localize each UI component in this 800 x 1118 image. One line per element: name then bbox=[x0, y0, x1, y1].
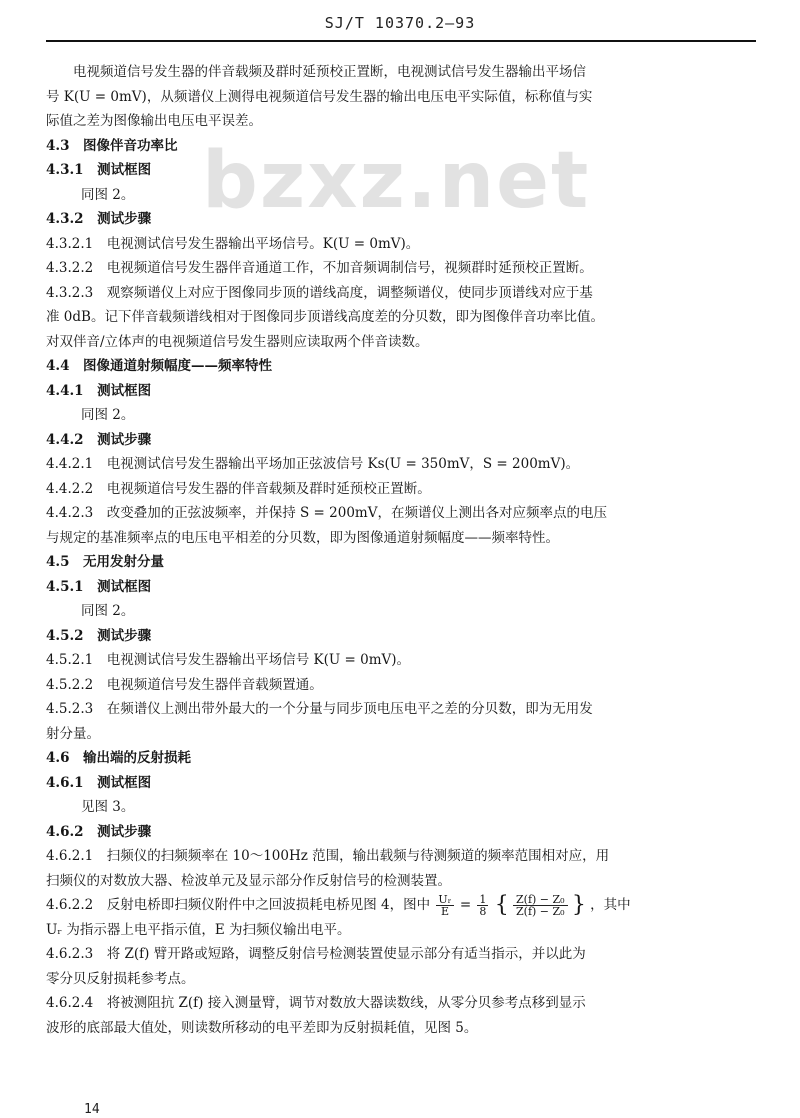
paragraph-line: 射分量。 bbox=[46, 725, 100, 742]
paragraph-line: 4.5.2.1 电视测试信号发生器输出平场信号 K(U = 0mV)。 bbox=[46, 652, 411, 668]
formula-left-brace: { bbox=[494, 892, 509, 918]
formula-lhs-numerator: Uᵣ bbox=[438, 893, 452, 906]
paragraph-line: 4.3.2.3 观察频谱仪上对应于图像同步顶的谱线高度，调整频谱仪，使同步顶谱线对应于基 bbox=[46, 284, 593, 301]
paragraph-line: 4.3.2.1 电视测试信号发生器输出平场信号。K(U = 0mV)。 bbox=[46, 235, 420, 252]
section-heading-4-5: 4.5 无用发射分量 bbox=[46, 554, 164, 570]
formula-rhs-denominator: Z(f) − Z₀ bbox=[516, 905, 565, 918]
paragraph-line: 与规定的基准频率点的电压电平相差的分贝数，即为图像通道射频幅度——频率特性。 bbox=[46, 529, 559, 546]
paragraph-line: 4.4.2.2 电视频道信号发生器的伴音载频及群时延预校正置断。 bbox=[46, 480, 431, 497]
watermark: bzxz.net bbox=[202, 136, 591, 226]
section-heading-4-3: 4.3 图像伴音功率比 bbox=[46, 137, 178, 154]
subsection-heading: 4.6.2 测试步骤 bbox=[46, 823, 152, 840]
paragraph-line: 4.6.2.4 将被测阻抗 Z(f) 接入测量臂，调节对数放大器读数线，从零分贝参考点移到显示 bbox=[46, 995, 586, 1012]
formula-lhs-denominator: E bbox=[440, 905, 449, 918]
paragraph-line: 号 K(U = 0mV)，从频谱仪上测得电视频道信号发生器的输出电压电平实际值，标称值与实 bbox=[46, 88, 593, 105]
paragraph-line: Uᵣ 为指示器上电平指示值，E 为扫频仪输出电平。 bbox=[46, 921, 351, 938]
formula-ratio bbox=[436, 894, 453, 917]
formula-equals: = bbox=[459, 897, 472, 913]
paragraph-line: 零分贝反射损耗参考点。 bbox=[46, 970, 195, 987]
formula-tail: ，其中 bbox=[590, 897, 631, 913]
subsection-heading: 4.5.2 测试步骤 bbox=[46, 627, 152, 644]
paragraph-line: 准 0dB。记下伴音载频谱线相对于图像同步顶谱线高度差的分贝数，即为图像伴音功率比值。 bbox=[46, 309, 604, 325]
paragraph-line: 4.6.2.1 扫频仪的扫频频率在 10～100Hz 范围，输出载频与待测频道的频率范围相对应，用 bbox=[46, 848, 610, 864]
paragraph-line: 同图 2。 bbox=[81, 603, 135, 619]
formula-right-brace: } bbox=[571, 892, 586, 918]
paragraph-line: 同图 2。 bbox=[81, 186, 135, 203]
paragraph-line: 波形的底部最大值处，则读数所移动的电平差即为反射损耗值，见图 5。 bbox=[46, 1019, 478, 1036]
paragraph-line: 4.3.2.2 电视频道信号发生器伴音通道工作，不加音频调制信号，视频群时延预校正置断。 bbox=[46, 260, 593, 276]
body-text bbox=[46, 60, 758, 1040]
paragraph-line: 4.5.2.3 在频谱仪上测出带外最大的一个分量与同步顶电压电平之差的分贝数，即为无用发 bbox=[46, 701, 593, 717]
formula-coefficient bbox=[477, 894, 488, 917]
formula-lead-text: 4.6.2.2 反射电桥即扫频仪附件中之回波损耗电桥见图 4，图中 bbox=[46, 897, 431, 913]
subsection-heading: 4.3.1 测试框图 bbox=[46, 162, 152, 178]
section-heading-4-4: 4.4 图像通道射频幅度——频率特性 bbox=[46, 358, 272, 374]
formula-impedance-ratio bbox=[513, 894, 568, 917]
subsection-heading: 4.4.2 测试步骤 bbox=[46, 431, 152, 448]
paragraph-line: 际值之差为图像输出电压电平误差。 bbox=[46, 113, 262, 129]
paragraph-line: 扫频仪的对数放大器、检波单元及显示部分作反射信号的检测装置。 bbox=[46, 872, 451, 889]
formula-coef-numerator: 1 bbox=[479, 893, 487, 906]
subsection-heading: 4.3.2 测试步骤 bbox=[46, 211, 152, 227]
paragraph-line: 4.6.2.3 将 Z(f) 臂开路或短路，调整反射信号检测装置使显示部分有适当指示，并以此为 bbox=[46, 946, 586, 963]
paragraph-line: 同图 2。 bbox=[81, 407, 135, 423]
page-number: 14 bbox=[84, 1102, 100, 1117]
standard-header: SJ/T 10370.2—93 bbox=[324, 14, 476, 32]
formula-rhs-numerator: Z(f) − Z₀ bbox=[513, 894, 568, 906]
paragraph-line: 4.4.2.3 改变叠加的正弦波频率，并保持 S = 200mV，在频谱仪上测出各对应频率点的电压 bbox=[46, 505, 607, 521]
header-rule bbox=[46, 40, 756, 42]
paragraph-line: 电视频道信号发生器的伴音载频及群时延预校正置断，电视测试信号发生器输出平场信 bbox=[73, 64, 586, 80]
paragraph-line: 4.4.2.1 电视测试信号发生器输出平场加正弦波信号 Ks(U = 350mV，S = 200mV)。 bbox=[46, 456, 580, 472]
formula-coef-denominator: 8 bbox=[479, 905, 487, 918]
paragraph-line: 见图 3。 bbox=[81, 799, 135, 815]
formula-line bbox=[46, 893, 758, 918]
subsection-heading: 4.6.1 测试框图 bbox=[46, 774, 152, 791]
subsection-heading: 4.4.1 测试框图 bbox=[46, 382, 152, 399]
subsection-heading: 4.5.1 测试框图 bbox=[46, 578, 152, 595]
paragraph-line: 对双伴音/立体声的电视频道信号发生器则应读取两个伴音读数。 bbox=[46, 333, 429, 350]
section-heading-4-6: 4.6 输出端的反射损耗 bbox=[46, 750, 191, 766]
paragraph-line: 4.5.2.2 电视频道信号发生器伴音载频置通。 bbox=[46, 676, 323, 693]
